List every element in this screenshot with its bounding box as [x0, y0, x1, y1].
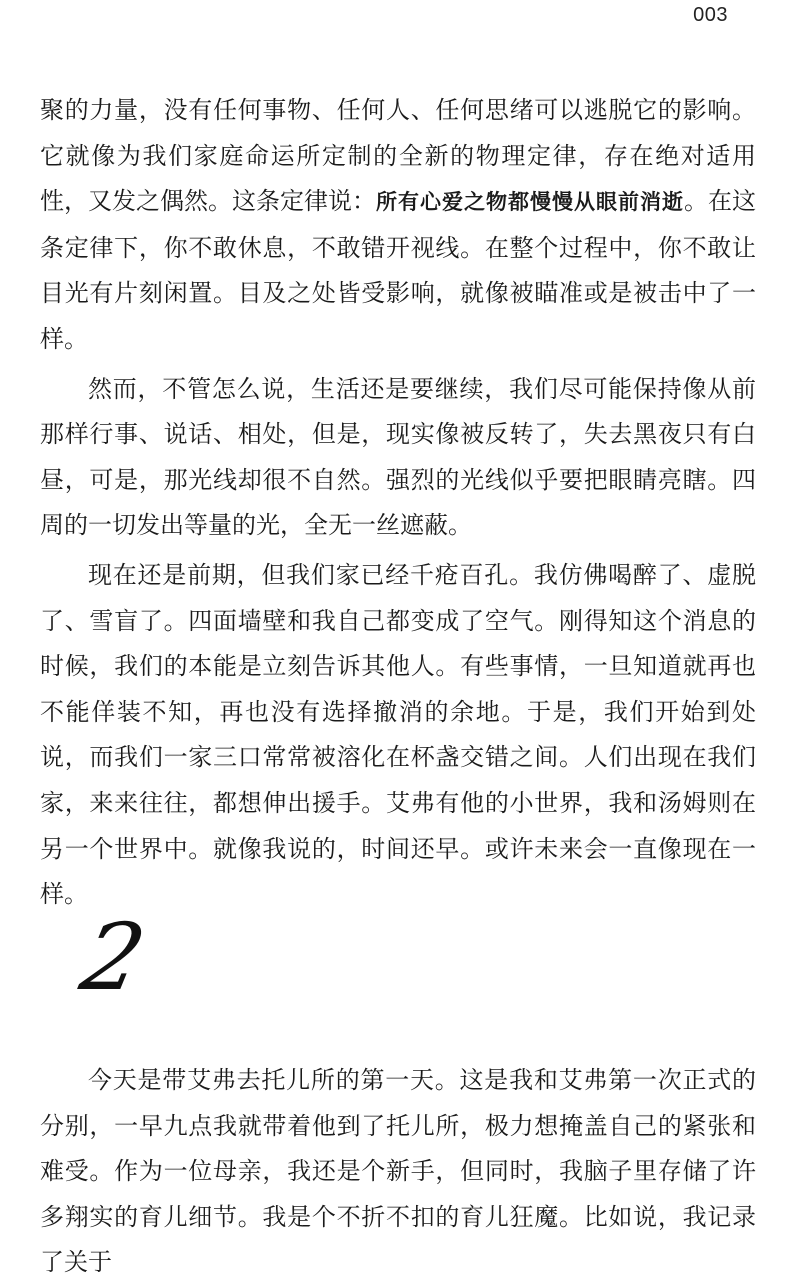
chapter-2-paragraph-1: 今天是带艾弗去托儿所的第一天。这是我和艾弗第一次正式的分别，一早九点我就带着他到了托儿所，极力想掩盖自己的紧张和难受。作为一位母亲，我还是个新手，但同时，我脑子里存储了许多翔实的育儿细节。我是个不折不扣的育儿狂魔。比如说，我记录了关于 [40, 1066, 756, 1277]
paragraph-1-text-before: 聚的力量，没有任何事物、任何人、任何思绪可以逃脱它的影响。它就像为我们家庭命运所定制的全新的物理定律，存在绝对适用性，又发之偶然。这条定律说： [40, 96, 756, 216]
text-section-1 [40, 88, 756, 918]
paragraph-2: 然而，不管怎么说，生活还是要继续，我们尽可能保持像从前那样行事、说话、相处，但是，现实像被反转了，失去黑夜只有白昼，可是，那光线却很不自然。强烈的光线似乎要把眼睛亮瞎。四周的一切发出等量的光，全无一丝遮蔽。 [40, 374, 756, 540]
paragraph-1-text-after: 。在这条定律下，你不敢休息，不敢错开视线。在整个过程中，你不敢让目光有片刻闲置。目及之处皆受影响，就像被瞄准或是被击中了一样。 [40, 187, 756, 353]
text-section-2 [40, 1058, 756, 1286]
chapter-number: 2 [72, 904, 155, 1011]
paragraph-1 [40, 88, 756, 363]
law-quote: 所有心爱之物都慢慢从眼前消逝 [376, 190, 684, 215]
paragraph-3: 现在还是前期，但我们家已经千疮百孔。我仿佛喝醉了、虚脱了、雪盲了。四面墙壁和我自己都变成了空气。刚得知这个消息的时候，我们的本能是立刻告诉其他人。有些事情，一旦知道就再也不能佯装不知，再也没有选择撤消的余地。于是，我们开始到处说，而我们一家三口常常被溶化在杯盏交错之间。人们出现在我们家，来来往往，都想伸出援手。艾弗有他的小世界，我和汤姆则在另一个世界中。就像我说的，时间还早。或许未来会一直像现在一样。 [40, 560, 756, 909]
page-number: 003 [693, 4, 728, 26]
